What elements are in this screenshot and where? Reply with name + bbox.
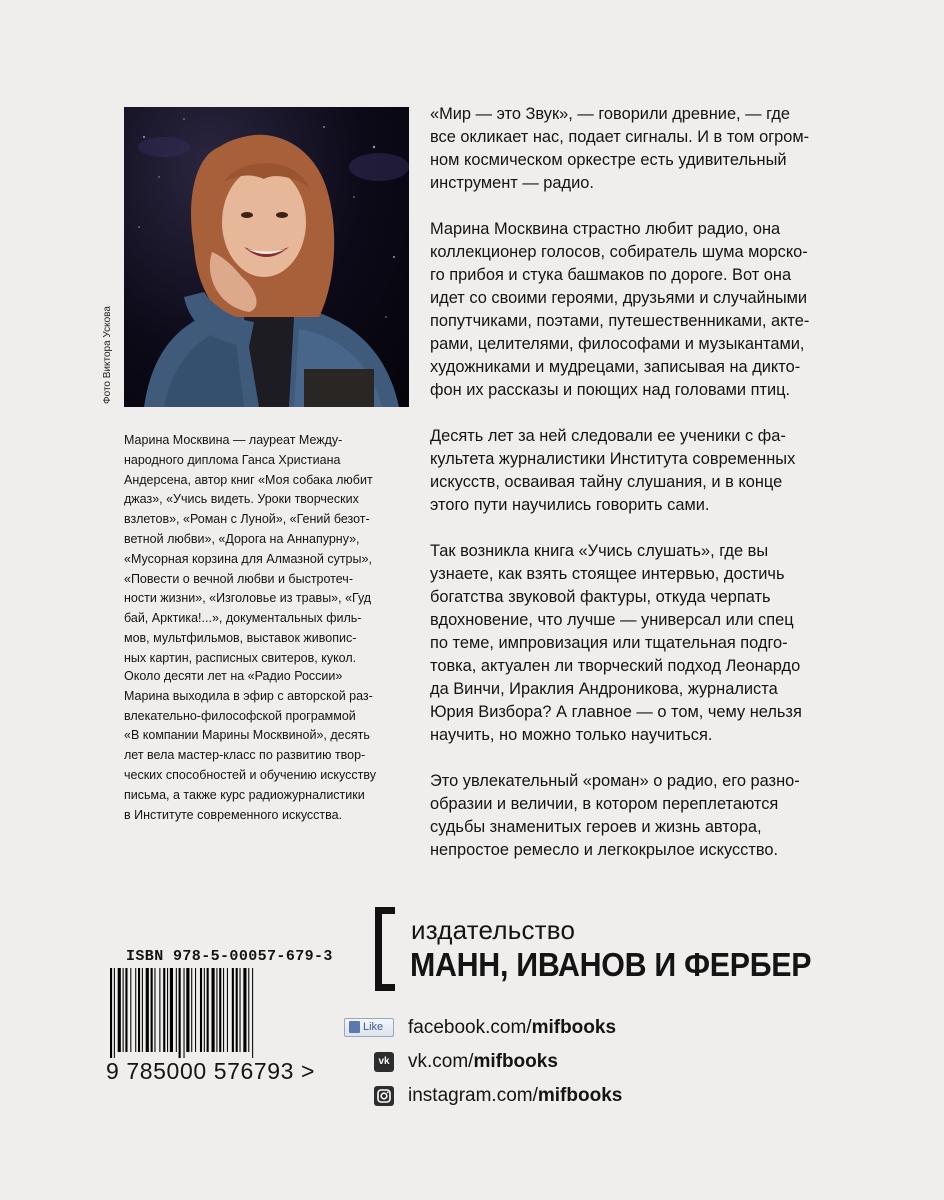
barcode-bars [108, 968, 310, 1058]
description-paragraph: Так возникла книга «Учись слушать», где вы узнаете, как взять стоящее интервью, достичь богатства звуковой фактуры, откуда черпать вдохновение, что лучше — универсал или спец по теме, импровизация или тщательная подго- товка, актуален ли творческий подход Леонардо да Винчи, Ираклия Андроникова, журналиста Юрия Визбора? А главное — о том, чему нельзя научить, но можно только научиться. [430, 542, 802, 744]
barcode-bar [125, 968, 127, 1052]
author-bio [124, 431, 424, 669]
barcode-bar [212, 968, 215, 1052]
barcode-bar [146, 968, 149, 1052]
barcode-bar [110, 968, 112, 1058]
vk-link[interactable]: vk.com/mifbooks [408, 1051, 558, 1072]
barcode-bar [219, 968, 221, 1052]
publisher-bracket-logo [375, 907, 395, 991]
description-paragraph: «Мир — это Звук», — говорили древние, — где все окликает нас, подает сигналы. И в том огром- ном космическом оркестре есть удивительный инструмент — радио. [430, 105, 810, 192]
barcode-bar [232, 968, 234, 1052]
author-photo [124, 107, 409, 407]
barcode-bar [195, 968, 196, 1052]
description-paragraph: Марина Москвина страстно любит радио, она коллекционер голосов, собиратель шума морско- го прибоя и стука башмаков по дороге. Вот она идет со своими героями, друзьями и случайными попутчиками, поэтами, путешественниками, акте- рами, целителями, философами и музыкантами, художниками и мудрецами, записывая на дикто- фон их рассказы и поющих над головами птиц. [430, 220, 810, 399]
barcode-bar [207, 968, 209, 1052]
barcode-bar [163, 968, 165, 1052]
bio-paragraph: Марина Москвина — лауреат Между- народного диплома Ганса Христиана Андерсена, автор книг «Моя собака любит джаз», «Учись видеть. Уроки творческих взлетов», «Роман с Луной», «Гений безот- ветной любви», «Дорога на Аннапурну», «Мусорная корзина для Алмазной сутры», «Повести о вечной любви и быстротеч- ности жизни», «Изголовье из травы», «Гуд бай, Арктика!...», документальных филь- мов, мультфильмов, выставок живопис- ных картин, расписных свитеров, кукол. [124, 433, 373, 665]
barcode-bar [176, 968, 177, 1052]
barcode-bar [167, 968, 168, 1052]
barcode-bar [154, 968, 155, 1052]
barcode-bar [135, 968, 136, 1052]
photo-credit: Фото Виктора Ускова [102, 306, 113, 404]
instagram-icon[interactable] [374, 1086, 394, 1106]
isbn-number: ISBN 978-5-00057-679-3 [126, 948, 333, 965]
publisher-name: МАНН, ИВАНОВ И ФЕРБЕР [410, 946, 812, 983]
barcode-bar [142, 968, 143, 1052]
barcode-bar [240, 968, 241, 1052]
description-paragraph: Десять лет за ней следовали ее ученики с фа- культета журналистики Института современных искусств, осваивая тайну слушания, и в конце этого пути научились говорить сами. [430, 427, 796, 514]
barcode-bar [151, 968, 153, 1052]
barcode-bar [243, 968, 246, 1052]
barcode-bar [170, 968, 173, 1052]
barcode-bar [130, 968, 131, 1052]
barcode-bar [123, 968, 124, 1052]
barcode-bar [200, 968, 202, 1052]
bio-paragraph: Около десяти лет на «Радио России» Марина выходила в эфир с авторской раз- влекательно-философской программой «В компании Марины Москвиной», десять лет вела мастер-класс по развитию твор- ческих способностей и обучению искусству письма, а также курс радиожурналистики в Институте современного искусства. [124, 669, 376, 822]
vk-icon[interactable]: vk [374, 1052, 394, 1072]
barcode-bar [252, 968, 253, 1058]
instagram-link[interactable]: instagram.com/mifbooks [408, 1085, 623, 1106]
barcode-image [108, 968, 310, 1063]
barcode-digits: 9 785000 576793 > [106, 1058, 316, 1084]
barcode-bar [204, 968, 205, 1052]
barcode-bar [216, 968, 217, 1052]
barcode-bar [227, 968, 228, 1052]
barcode-bar [114, 968, 115, 1058]
author-portrait-illustration [124, 107, 409, 407]
barcode-bar [179, 968, 181, 1058]
barcode-bar [236, 968, 238, 1052]
author-radio-bio [124, 667, 424, 825]
description-paragraph: Это увлекательный «роман» о радио, его разно- образии и величии, в котором переплетаются судьбы знаменитых героев и жизнь автора, непростое ремесло и легкокрылое искусство. [430, 772, 800, 859]
publisher-label: издательство [411, 915, 576, 945]
barcode-bar [191, 968, 192, 1052]
facebook-like-icon[interactable]: Like [344, 1018, 394, 1037]
facebook-link[interactable]: facebook.com/mifbooks [408, 1017, 617, 1038]
barcode-bar [223, 968, 224, 1052]
barcode-bar [159, 968, 160, 1052]
barcode-bar [186, 968, 189, 1052]
book-description [430, 103, 860, 885]
barcode-bar [248, 968, 249, 1052]
barcode-bar [118, 968, 121, 1052]
barcode-bar [184, 968, 185, 1058]
barcode-bar [138, 968, 140, 1052]
